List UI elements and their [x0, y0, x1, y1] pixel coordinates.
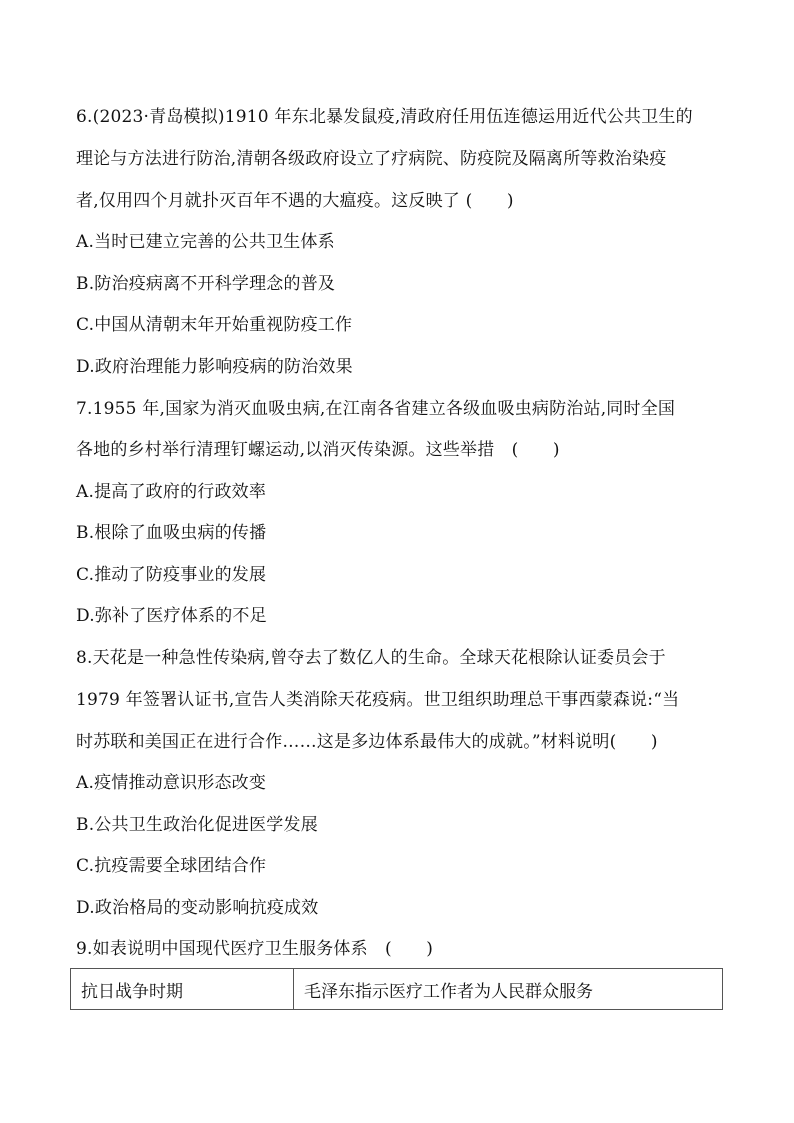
question-8-line-2: 1979 年签署认证书,宣告人类消除天花疫病。世卫组织助理总干事西蒙森说:“当	[76, 690, 680, 710]
question-8-option-b: B.公共卫生政治化促进医学发展	[76, 815, 318, 835]
question-8-line-3: 时苏联和美国正在进行合作……这是多边体系最伟大的成就。”材料说明( )	[76, 732, 658, 752]
question-7-option-c: C.推动了防疫事业的发展	[76, 565, 267, 585]
table-cell-period: 抗日战争时期	[71, 969, 294, 1009]
question-7-option-d: D.弥补了医疗体系的不足	[76, 606, 267, 626]
question-6-option-b: B.防治疫病离不开科学理念的普及	[76, 274, 336, 294]
question-6-option-c: C.中国从清朝末年开始重视防疫工作	[76, 315, 353, 335]
question-7-line-2: 各地的乡村举行清理钉螺运动,以消灭传染源。这些举措 ( )	[76, 440, 560, 460]
question-6-line-2: 理论与方法进行防治,清朝各级政府设立了疗病院、防疫院及隔离所等救治染疫	[76, 149, 667, 169]
question-6-line-1: 6.(2023·青岛模拟)1910 年东北暴发鼠疫,清政府任用伍连德运用近代公共卫生的	[76, 107, 693, 127]
question-9-line-1: 9.如表说明中国现代医疗卫生服务体系 ( )	[76, 939, 434, 959]
table-cell-description: 毛泽东指示医疗工作者为人民群众服务	[304, 981, 593, 1002]
question-7-option-b: B.根除了血吸虫病的传播	[76, 523, 267, 543]
question-8-option-c: C.抗疫需要全球团结合作	[76, 856, 267, 876]
question-8-option-d: D.政治格局的变动影响抗疫成效	[76, 898, 319, 918]
question-8-line-1: 8.天花是一种急性传染病,曾夺去了数亿人的生命。全球天花根除认证委员会于	[76, 648, 666, 668]
question-9-table	[70, 968, 723, 1010]
question-8-option-a: A.疫情推动意识形态改变	[76, 773, 267, 793]
question-7-option-a: A.提高了政府的行政效率	[76, 482, 267, 502]
question-6-option-a: A.当时已建立完善的公共卫生体系	[76, 232, 335, 252]
question-6-option-d: D.政府治理能力影响疫病的防治效果	[76, 357, 353, 377]
question-7-line-1: 7.1955 年,国家为消灭血吸虫病,在江南各省建立各级血吸虫病防治站,同时全国	[76, 399, 676, 419]
question-6-line-3: 者,仅用四个月就扑灭百年不遇的大瘟疫。这反映了 ( )	[76, 191, 514, 211]
